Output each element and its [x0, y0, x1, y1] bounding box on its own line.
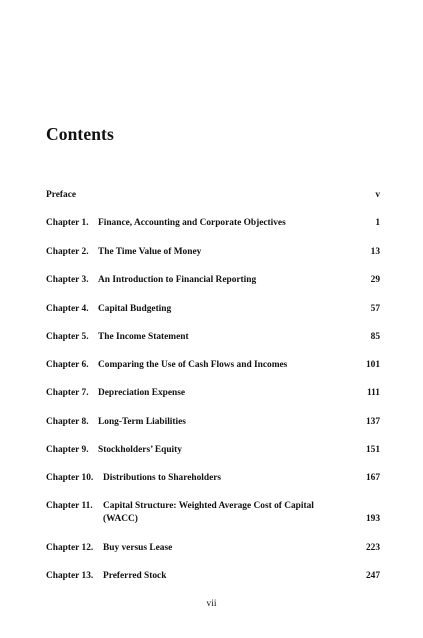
toc-entry-label: Preface [46, 190, 77, 200]
toc-entry-page: 85 [370, 332, 380, 342]
toc-entry-page: 1 [375, 218, 380, 228]
toc-entry-page: 151 [365, 445, 380, 455]
toc-entry-label: Chapter 7. [46, 388, 89, 398]
toc-entry-page: 101 [365, 360, 380, 370]
page-number-folio: vii [206, 599, 217, 609]
toc-entry-title: Buy versus Lease [103, 543, 173, 553]
toc-entry-label: Chapter 13. [46, 571, 94, 581]
toc-entry-label: Chapter 8. [46, 417, 89, 427]
toc-entry-page: 57 [370, 304, 380, 314]
toc-entry-title: Preferred Stock [103, 571, 167, 581]
toc-entry-page: 193 [365, 514, 380, 524]
toc-entry-label: Chapter 12. [46, 543, 94, 553]
toc-entry-chapter-11[interactable] [46, 500, 380, 528]
toc-entry-page: 29 [370, 275, 380, 285]
toc-entry-title: An Introduction to Financial Reporting [98, 275, 257, 285]
toc-entry-page: v [375, 190, 380, 200]
toc-entry-label: Chapter 4. [46, 304, 89, 314]
toc-entry-label: Chapter 5. [46, 332, 89, 342]
toc-entry-label: Chapter 11. [46, 501, 93, 511]
toc-entry-label: Chapter 1. [46, 218, 89, 228]
toc-entry-title: Finance, Accounting and Corporate Objectives [98, 218, 286, 228]
toc-entry-title: The Time Value of Money [98, 247, 202, 257]
toc-entry-title: The Income Statement [98, 332, 189, 342]
toc-entry-title: Comparing the Use of Cash Flows and Incomes [98, 360, 288, 370]
toc-entry-title: Distributions to Shareholders [103, 473, 222, 483]
toc-entry-label: Chapter 9. [46, 445, 89, 455]
toc-entry-page: 111 [366, 388, 380, 398]
toc-entry-title: Capital Budgeting [98, 304, 172, 314]
toc-entry-page: 223 [365, 543, 380, 553]
toc-entry-page: 13 [370, 247, 380, 257]
toc-entry-label: Chapter 2. [46, 247, 89, 257]
page-title: Contents [46, 124, 114, 144]
toc-entry-page: 247 [365, 571, 380, 581]
toc-entry-label: Chapter 3. [46, 275, 89, 285]
toc-entry-page: 137 [365, 417, 380, 427]
toc-entry-title: Capital Structure: Weighted Average Cost of Capital (WACC) [103, 501, 314, 524]
toc-entry-label: Chapter 10. [46, 473, 94, 483]
toc-entry-title: Long-Term Liabilities [98, 417, 186, 427]
toc-entry-page: 167 [365, 473, 380, 483]
toc-entry-title: Stockholders’ Equity [98, 445, 182, 455]
toc-entry-label: Chapter 6. [46, 360, 89, 370]
toc-entry-title: Depreciation Expense [98, 388, 186, 398]
